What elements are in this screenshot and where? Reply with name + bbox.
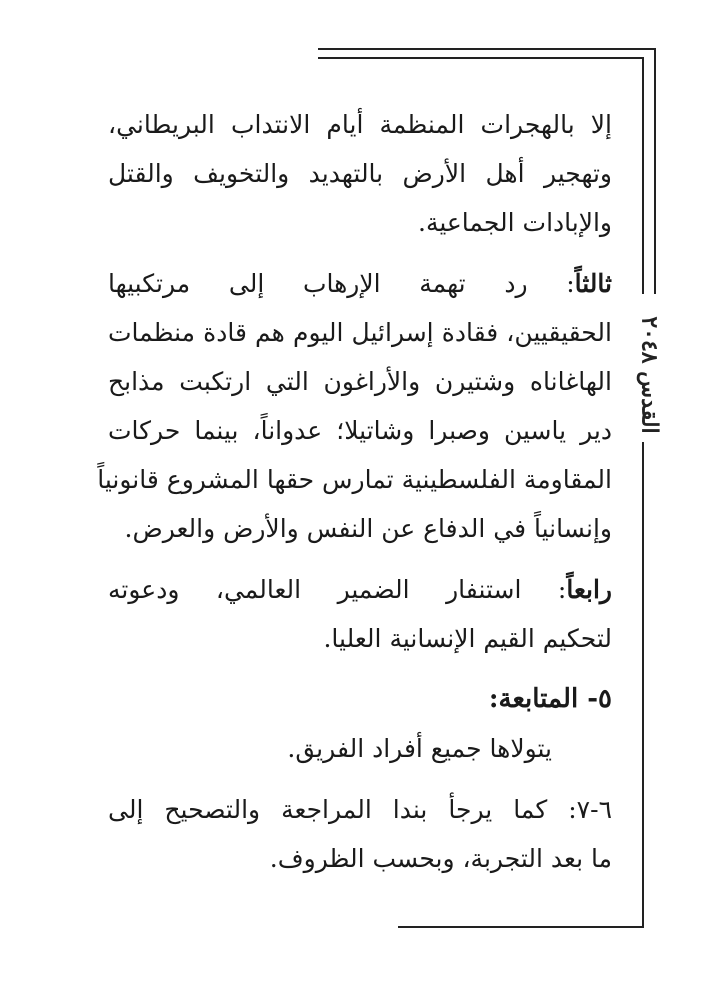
section-5 (108, 675, 612, 773)
section-5-text: يتولاها جميع أفراد الفريق. (287, 734, 552, 763)
running-header-title: القدس ٢٠٤٨ (637, 316, 663, 434)
paragraph-1-line: والإبادات الجماعية. (418, 208, 612, 237)
frame-top-outer-line (318, 48, 655, 50)
section-5-heading: ٥- المتابعة: (488, 684, 612, 714)
paragraph-2-line: دير ياسين وصبرا وشاتيلا؛ عدواناً، بينما حركات (108, 416, 612, 445)
paragraph-2-line: الهاغاناه وشتيرن والأراغون التي ارتكبت مذابح (108, 367, 612, 396)
frame-right-outer-line (654, 48, 656, 294)
paragraph-2-label: ثالثاً (574, 269, 612, 298)
paragraph-1-line: إلا بالهجرات المنظمة أيام الانتداب البريطاني، (108, 110, 612, 139)
paragraph-1-line: وتهجير أهل الأرض بالتهديد والتخويف والقتل (108, 159, 612, 188)
paragraph-3-first-line-text: : استنفار الضمير العالمي، ودعوته (108, 575, 567, 604)
paragraph-2-line: المقاومة الفلسطينية تمارس حقها المشروع قانونياً (97, 465, 612, 494)
section-6-7-line: ما بعد التجربة، وبحسب الظروف. (269, 844, 612, 873)
section-6-7 (108, 785, 612, 883)
paragraph-3-line: لتحكيم القيم الإنسانية العليا. (323, 624, 612, 653)
paragraph-2-line: الحقيقيين، فقادة إسرائيل اليوم هم قادة منظمات (108, 318, 612, 347)
paragraph-1 (108, 100, 612, 247)
frame-top-inner-line (318, 57, 643, 59)
section-6-7-line: ٦-٧: كما يرجأ بندا المراجعة والتصحيح إلى (108, 795, 612, 824)
running-header (622, 300, 678, 450)
paragraph-2-first-line (108, 259, 612, 308)
paragraph-2-line: وإنسانياً في الدفاع عن النفس والأرض والعرض. (124, 514, 612, 543)
paragraph-3-label: رابعاً (566, 575, 612, 604)
paragraph-2 (97, 259, 612, 553)
frame-right-lower-line (642, 442, 644, 927)
paragraph-3-first-line (108, 565, 612, 614)
page-body (97, 100, 612, 883)
paragraph-3 (108, 565, 612, 663)
frame-bottom-line (398, 926, 644, 928)
paragraph-2-first-line-text: : رد تهمة الإرهاب إلى مرتكبيها (108, 269, 575, 298)
frame-right-inner-line (642, 57, 644, 294)
